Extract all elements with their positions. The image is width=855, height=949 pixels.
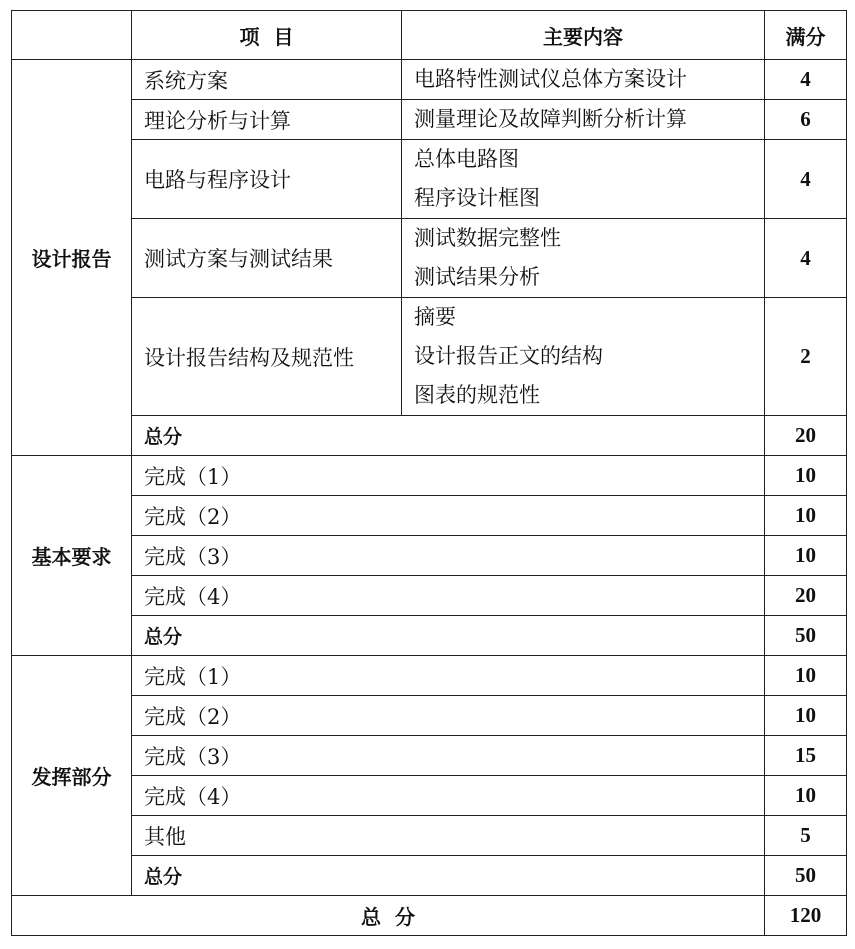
grand-total-score: 120 [765, 896, 847, 936]
subtotal-row [12, 416, 847, 456]
subtotal-score: 50 [765, 616, 847, 656]
content-line: 图表的规范性 [414, 383, 540, 407]
row-item: 测试方案与测试结果 [132, 219, 402, 298]
row-score: 4 [765, 140, 847, 219]
row-item: 理论分析与计算 [132, 100, 402, 140]
scoring-table [11, 10, 847, 936]
content-line: 摘要 [414, 305, 456, 329]
header-row [12, 11, 847, 60]
subtotal-row [12, 616, 847, 656]
row-score: 4 [765, 60, 847, 100]
content-line: 电路特性测试仪总体方案设计 [414, 67, 687, 91]
row-score: 10 [765, 656, 847, 696]
row-score: 20 [765, 576, 847, 616]
section-label-extended: 发挥部分 [12, 656, 132, 896]
subtotal-label: 总分 [132, 416, 765, 456]
table-row [12, 60, 847, 100]
row-score: 15 [765, 736, 847, 776]
table-row [12, 816, 847, 856]
row-item: 完成（3） [132, 736, 765, 776]
table-row [12, 736, 847, 776]
section-label-design-report: 设计报告 [12, 60, 132, 456]
row-score: 10 [765, 496, 847, 536]
header-blank [12, 11, 132, 60]
header-score: 满分 [765, 11, 847, 60]
grand-total-label: 总 分 [12, 896, 765, 936]
row-score: 10 [765, 536, 847, 576]
subtotal-label: 总分 [132, 616, 765, 656]
row-content [402, 219, 765, 298]
row-item: 完成（4） [132, 576, 765, 616]
table-row [12, 219, 847, 298]
row-item: 完成（3） [132, 536, 765, 576]
row-item: 其他 [132, 816, 765, 856]
subtotal-score: 50 [765, 856, 847, 896]
row-item: 完成（2） [132, 496, 765, 536]
row-item: 完成（1） [132, 456, 765, 496]
table-row [12, 140, 847, 219]
section-label-basic: 基本要求 [12, 456, 132, 656]
row-item: 设计报告结构及规范性 [132, 298, 402, 416]
row-item: 完成（4） [132, 776, 765, 816]
subtotal-label: 总分 [132, 856, 765, 896]
content-line: 设计报告正文的结构 [414, 344, 603, 368]
table-row [12, 696, 847, 736]
row-score: 6 [765, 100, 847, 140]
row-score: 10 [765, 456, 847, 496]
content-line: 测量理论及故障判断分析计算 [414, 107, 687, 131]
table-row [12, 456, 847, 496]
content-line: 总体电路图 [414, 147, 519, 171]
table-row [12, 100, 847, 140]
row-item: 系统方案 [132, 60, 402, 100]
table-row [12, 776, 847, 816]
content-line: 程序设计框图 [414, 186, 540, 210]
subtotal-row [12, 856, 847, 896]
grand-total-row [12, 896, 847, 936]
row-content [402, 60, 765, 100]
table-row [12, 656, 847, 696]
header-item: 项 目 [132, 11, 402, 60]
row-item: 完成（2） [132, 696, 765, 736]
row-score: 10 [765, 696, 847, 736]
row-content [402, 298, 765, 416]
content-line: 测试数据完整性 [414, 226, 561, 250]
row-score: 10 [765, 776, 847, 816]
row-score: 4 [765, 219, 847, 298]
header-content: 主要内容 [402, 11, 765, 60]
row-content [402, 100, 765, 140]
table-row [12, 496, 847, 536]
table-row [12, 536, 847, 576]
subtotal-score: 20 [765, 416, 847, 456]
row-score: 2 [765, 298, 847, 416]
row-score: 5 [765, 816, 847, 856]
table-row [12, 576, 847, 616]
content-line: 测试结果分析 [414, 265, 540, 289]
row-item: 电路与程序设计 [132, 140, 402, 219]
row-item: 完成（1） [132, 656, 765, 696]
row-content [402, 140, 765, 219]
table-row [12, 298, 847, 416]
